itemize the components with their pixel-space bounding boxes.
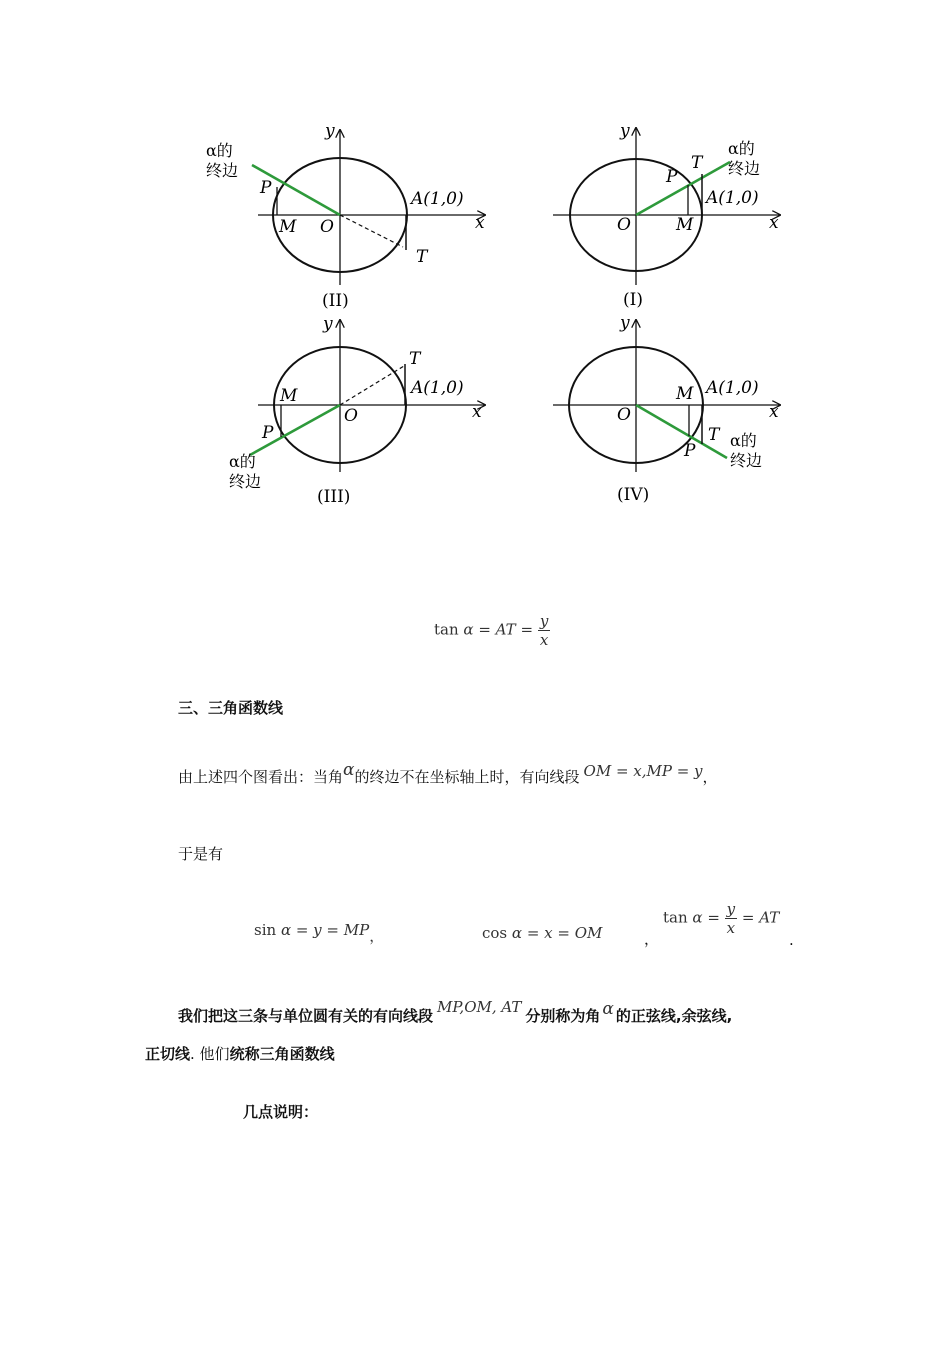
- equals-sign-2: =: [515, 620, 538, 639]
- sin-formula: [254, 919, 385, 945]
- paragraph-definition-line2: [145, 1043, 335, 1064]
- sin-rest: = y = MP: [291, 921, 370, 939]
- alpha-symbol: α: [280, 921, 292, 939]
- figure-ii: [206, 121, 485, 311]
- x-axis-label: x: [472, 402, 482, 422]
- point-p-label: P: [684, 441, 696, 461]
- point-m-label: M: [676, 215, 694, 235]
- para1-tail: ，: [702, 768, 718, 786]
- origin-label: O: [344, 406, 358, 426]
- notes-heading: 几点说明：: [243, 1103, 319, 1121]
- segment-at: AT: [495, 620, 516, 639]
- equals-sign: =: [702, 908, 725, 927]
- point-m-label: M: [280, 386, 298, 406]
- cos-separator: ，: [644, 930, 660, 948]
- figure-caption: (III): [317, 487, 351, 507]
- point-a-label: A(1,0): [706, 378, 759, 398]
- tan-formula: [434, 612, 550, 649]
- figure-iii: [229, 314, 485, 507]
- tan-formula-2: [663, 900, 779, 937]
- alpha-symbol: α: [463, 620, 474, 639]
- point-t-label: T: [691, 153, 703, 173]
- figure-caption: (II): [322, 291, 349, 311]
- point-a-label: A(1,0): [706, 188, 759, 208]
- alpha-symbol: α: [602, 999, 614, 1019]
- point-a-label: A(1,0): [411, 378, 464, 398]
- paragraph-thus: 于是有: [178, 845, 224, 863]
- tan-rest: = AT: [737, 908, 780, 927]
- figure-caption: (I): [623, 290, 643, 310]
- para3-d: 正切线: [145, 1045, 191, 1063]
- numerator: y: [539, 612, 549, 630]
- figure-caption: (IV): [617, 485, 650, 505]
- figure-i: [553, 121, 780, 310]
- equals-sign: =: [473, 620, 496, 639]
- para3-a: 我们把这三条与单位圆有关的有向线段: [178, 1007, 434, 1025]
- unit-circle-figures: [0, 110, 952, 520]
- para1-text2: 的终边不在坐标轴上时，有向线段: [354, 768, 580, 786]
- alpha-symbol: α: [343, 760, 355, 780]
- paragraph-observation: [178, 760, 718, 787]
- x-axis-label: x: [769, 402, 779, 422]
- alpha-label: α的: [728, 139, 755, 158]
- cos-formula: [482, 924, 602, 942]
- para3-f: 统称三角函数线: [229, 1045, 335, 1063]
- terminal-side-label: 终边: [229, 472, 262, 491]
- tan-fn: tan: [663, 908, 688, 927]
- origin-label: O: [617, 215, 631, 235]
- alpha-label: α的: [229, 452, 256, 471]
- figure-iv: [553, 313, 780, 505]
- point-p-label: P: [262, 423, 274, 443]
- para3-c: 的正弦线,余弦线,: [615, 1007, 733, 1025]
- terminal-side-label: 终边: [206, 161, 239, 180]
- section-heading: 三、三角函数线: [178, 699, 284, 717]
- y-axis-label: y: [620, 121, 630, 141]
- point-p-label: P: [260, 178, 272, 198]
- alpha-label: α的: [206, 141, 233, 160]
- alpha-label: α的: [730, 431, 757, 450]
- alpha-symbol: α: [511, 924, 523, 942]
- denominator: x: [539, 631, 549, 649]
- fraction-y-over-x: [725, 900, 737, 937]
- point-t-label: T: [409, 349, 421, 369]
- paragraph-definition-line1: [178, 998, 733, 1026]
- cos-rest: = x = OM: [522, 924, 603, 942]
- point-t-label: T: [416, 247, 428, 267]
- formula-period: .: [789, 931, 794, 949]
- segment-definitions: OM = x,MP = y: [583, 762, 703, 780]
- para1-text: 由上述四个图看出：当角: [178, 768, 344, 786]
- denominator: x: [726, 919, 736, 937]
- y-axis-label: y: [325, 121, 335, 141]
- point-a-label: A(1,0): [411, 189, 464, 209]
- terminal-side-label: 终边: [730, 451, 763, 470]
- fraction-y-over-x: [538, 612, 550, 649]
- para3-e: . 他们: [190, 1045, 230, 1063]
- para3-b: 分别称为角: [525, 1007, 601, 1025]
- y-axis-label: y: [323, 314, 333, 334]
- point-m-label: M: [279, 217, 297, 237]
- origin-label: O: [320, 217, 334, 237]
- origin-label: O: [617, 405, 631, 425]
- x-axis-label: x: [769, 213, 779, 233]
- x-axis-label: x: [475, 213, 485, 233]
- y-axis-label: y: [620, 313, 630, 333]
- separator: ，: [369, 927, 385, 945]
- point-p-label: P: [666, 167, 678, 187]
- numerator: y: [726, 900, 736, 918]
- point-m-label: M: [676, 384, 694, 404]
- point-t-label: T: [708, 425, 720, 445]
- terminal-side-label: 终边: [728, 159, 761, 178]
- segment-list: MP,OM, AT: [437, 998, 522, 1016]
- tan-fn: tan: [434, 620, 459, 639]
- alpha-symbol: α: [692, 908, 703, 927]
- sin-fn: sin: [254, 921, 277, 939]
- cos-fn: cos: [482, 924, 508, 942]
